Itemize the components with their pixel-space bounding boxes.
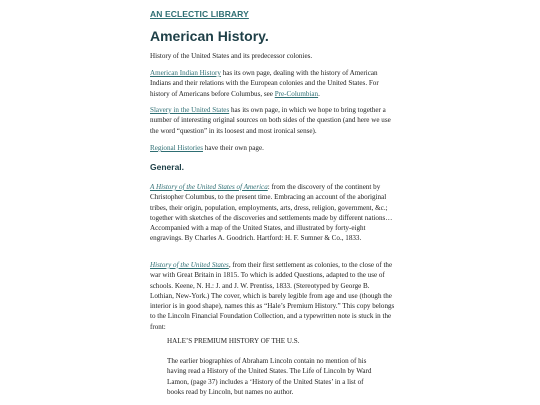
intro-paragraph: History of the United States and its predecessor colonies. [150,52,313,60]
indian-history-paragraph [150,68,395,99]
quote-body: The earlier biographies of Abraham Lincoln contain no mention of his having read a History of the United States. The Life of Lincoln by Ward Lamon, (page 37) includes a ‘History of the United States’ in a list of books read by Lincoln, but names no author. [167,357,372,396]
slavery-text: has its own page, in which we hope to bring together a number of interesting original sources on both sides of the question (and here we use the word “question” in its loosest and most ironical sense). [150,106,391,135]
regional-paragraph [150,143,395,153]
hale-description: , from their first settlement as colonies, to the close of the war with Great Britain in 1815. To which is added Questions, adapted to the use of schools. Keene, N. H.: J. and J. W. Prentiss, 1833. (Stereotyped by George B. Lothian, New-York.) The cover, which is barely legible from age and use (though the interior is in good shape), names this as “Hale’s Premium History.” This copy belongs to the Lincoln Financial Foundation Collection, and a typewritten note is stuck in the front: [150,261,395,331]
general-heading: General. [150,162,185,172]
site-title-link[interactable]: AN ECLECTIC LIBRARY [150,9,249,19]
regional-histories-link[interactable]: Regional Histories [150,144,203,152]
american-indian-history-link[interactable]: American Indian History [150,69,221,77]
indian-history-end: . [318,89,320,98]
quote-title: HALE’S PREMIUM HISTORY OF THE U.S. [167,337,300,345]
indian-history-text: has its own page, dealing with the history of American Indians and their relations with the European colonies and the United States. For history of Americans before Columbus, see [150,69,379,98]
regional-text: have their own page. [203,144,264,152]
slavery-link[interactable]: Slavery in the United States [150,106,230,114]
page-title: American History. [150,28,269,44]
slavery-paragraph [150,105,395,136]
hale-history-title: History of the United States [150,261,229,269]
goodrich-history-title: A History of the United States of America [150,183,268,191]
hale-history-link[interactable] [150,261,229,269]
goodrich-history-link[interactable] [150,183,268,191]
book-hale-entry [150,260,395,332]
pre-columbian-link[interactable]: Pre-Columbian [274,89,319,98]
book-goodrich-entry [150,182,395,244]
goodrich-description: : from the discovery of the continent by Christopher Columbus, to the present time. Embracing an account of the aboriginal tribes, their origin, population, employments, arts, dress, religion, government, &c.; together with sketches of the discoveries and settlements made by different nations… Accompanied with a map of the United States, and illustrated by forty-eight engravings. By Charles A. Goodrich. Hartford: H. F. Sumner & Co., 1833. [150,183,393,243]
